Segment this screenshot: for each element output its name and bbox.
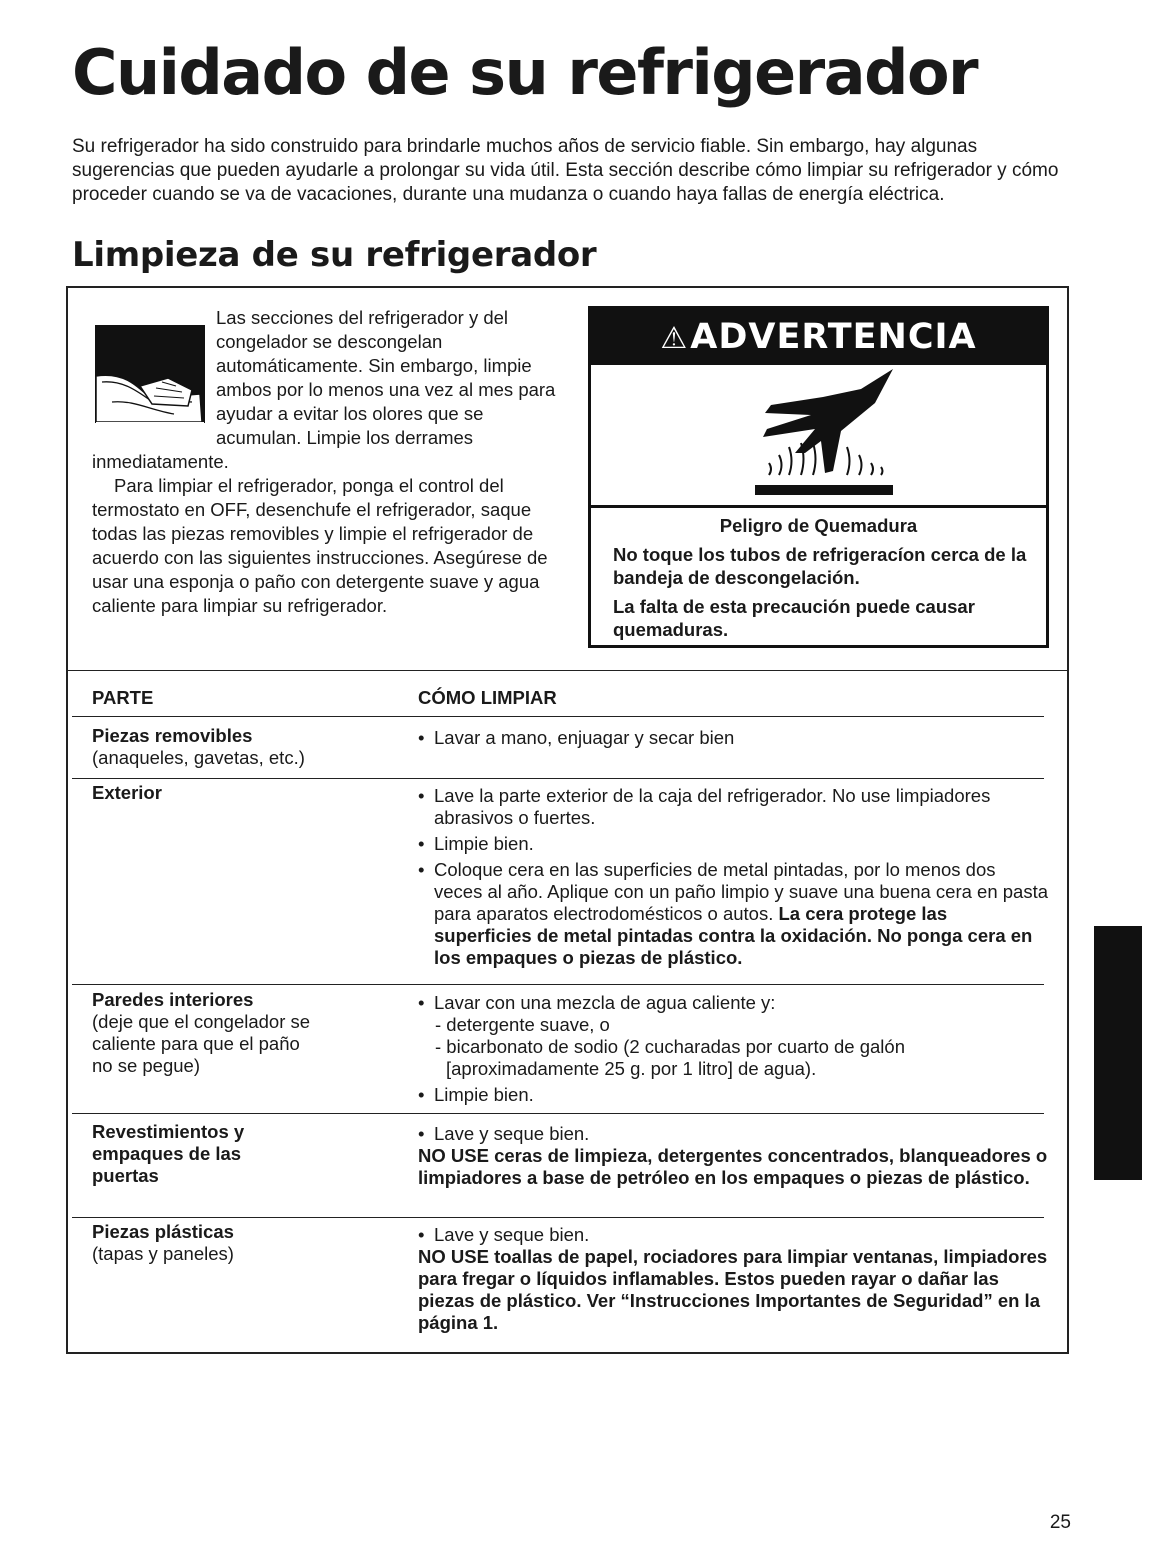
- instruction-emphasis: La cera protege las superficies de metal pintadas contra la oxidación. No ponga cera en los empaques o piezas de plástico.: [434, 903, 1033, 968]
- warning-text-2: La falta de esta precaución puede causar quemaduras.: [613, 596, 975, 640]
- instruction-sub-item: - bicarbonato de sodio (2 cucharadas por cuarto de galón [aproximadamente 25 g. por 1 litro] de agua).: [435, 1036, 905, 1079]
- instruction-bullet: • Lave y seque bien.: [418, 1123, 1048, 1145]
- instruction-bullet: • Limpie bien.: [418, 833, 1048, 855]
- instruction-bullet: [418, 859, 1048, 969]
- instruction-warning: NO USE toallas de papel, rociadores para limpiar ventanas, limpiadores para fregar o líquidos inflamables. Estos pueden rayar o dañar las piezas de plástico. Ver “Instrucciones Importantes de Seguridad” en la página 1.: [418, 1246, 1048, 1333]
- table-row-part: [92, 1221, 392, 1265]
- column-header-part: PARTE: [92, 687, 154, 708]
- warning-text-1: No toque los tubos de refrigeracíon cerca de la bandeja de descongelación.: [613, 544, 1027, 588]
- row-divider: [72, 1113, 1044, 1114]
- row-divider: [72, 778, 1044, 779]
- part-name: Exterior: [92, 782, 162, 803]
- part-note: (anaqueles, gavetas, etc.): [92, 747, 305, 768]
- warning-heading: Peligro de Quemadura: [719, 515, 918, 536]
- part-note: (tapas y paneles): [92, 1243, 234, 1264]
- row-divider: [72, 984, 1044, 985]
- table-top-rule: [66, 670, 1069, 671]
- warning-triangle-icon: ⚠: [660, 321, 689, 356]
- instruction-bullet: • Lavar a mano, enjuagar y secar bien: [418, 727, 1048, 749]
- table-row-part: [92, 725, 392, 769]
- instruction-bullet: • Limpie bien.: [418, 1084, 1048, 1106]
- section-tab-marker: [1094, 926, 1142, 1180]
- page-title: Cuidado de su refrigerador: [72, 36, 978, 109]
- wiping-hand-illustration: [92, 306, 210, 446]
- burn-hazard-icon: [749, 367, 899, 501]
- row-divider: [72, 1217, 1044, 1218]
- table-row-instructions: [418, 992, 1048, 1110]
- warning-banner-text: ADVERTENCIA: [690, 317, 977, 357]
- table-row-instructions: [418, 1123, 1048, 1189]
- instruction-sub-item: - detergente suave, o: [435, 1014, 610, 1035]
- instruction-bullet: • Lavar con una mezcla de agua caliente y:: [418, 992, 1048, 1014]
- section-heading: Limpieza de su refrigerador: [72, 235, 597, 275]
- page-number: 25: [1049, 1512, 1071, 1533]
- warning-box: [588, 306, 1049, 648]
- part-name: Piezas removibles: [92, 725, 253, 746]
- part-name: Revestimientos y empaques de las puertas: [92, 1121, 245, 1186]
- table-row-part: [92, 782, 392, 804]
- instruction-warning: NO USE ceras de limpieza, detergentes concentrados, blanqueadores o limpiadores a base de petróleo en los empaques o piezas de plástico.: [418, 1145, 1048, 1188]
- table-row-part: [92, 1121, 282, 1187]
- instruction-bullet: • Lave la parte exterior de la caja del refrigerador. No use limpiadores abrasivos o fuertes.: [418, 785, 1048, 829]
- cleaning-intro-p1: Las secciones del refrigerador y del congelador se descongelan automáticamente. Sin embargo, limpie ambos por lo menos una vez al mes para ayudar a evitar los olores que se acumulan. Limpie los derrames inmediatamente.: [92, 307, 556, 472]
- table-row-instructions: [418, 727, 1048, 753]
- row-divider: [72, 716, 1044, 717]
- cleaning-intro: [92, 306, 557, 618]
- table-row-part: [92, 989, 317, 1077]
- warning-banner: [591, 309, 1046, 365]
- column-header-how: CÓMO LIMPIAR: [418, 687, 557, 708]
- part-name: Paredes interiores: [92, 989, 254, 1010]
- intro-paragraph: Su refrigerador ha sido construido para brindarle muchos años de servicio fiable. Sin embargo, hay algunas sugerencias que pueden ayudarle a prolongar su vida útil. Esta sección describe cómo limpiar su refrigerador y cómo proceder cuando se va de vacaciones, durante una mudanza o cuando haya fallas de energía eléctrica.: [72, 136, 1059, 205]
- part-name: Piezas plásticas: [92, 1221, 234, 1242]
- part-note: (deje que el congelador se caliente para que el paño no se pegue): [92, 1011, 311, 1076]
- instruction-text: Coloque cera en las superficies de metal pintadas, por lo menos dos veces al año. Aplique con un paño limpio y suave una buena cera en pasta para aparatos electrodomésticos o autos.: [434, 859, 1049, 924]
- warning-divider: [591, 505, 1046, 508]
- table-row-instructions: [418, 785, 1048, 973]
- instruction-bullet: • Lave y seque bien.: [418, 1224, 1048, 1246]
- cleaning-intro-p2: Para limpiar el refrigerador, ponga el control del termostato en OFF, desenchufe el refrigerador, saque todas las piezas removibles y limpie el refrigerador de acuerdo con las siguientes instrucciones. Asegúrese de usar una esponja o paño con detergente suave y agua caliente para limpiar su refrigerador.: [92, 475, 548, 616]
- table-row-instructions: [418, 1224, 1048, 1334]
